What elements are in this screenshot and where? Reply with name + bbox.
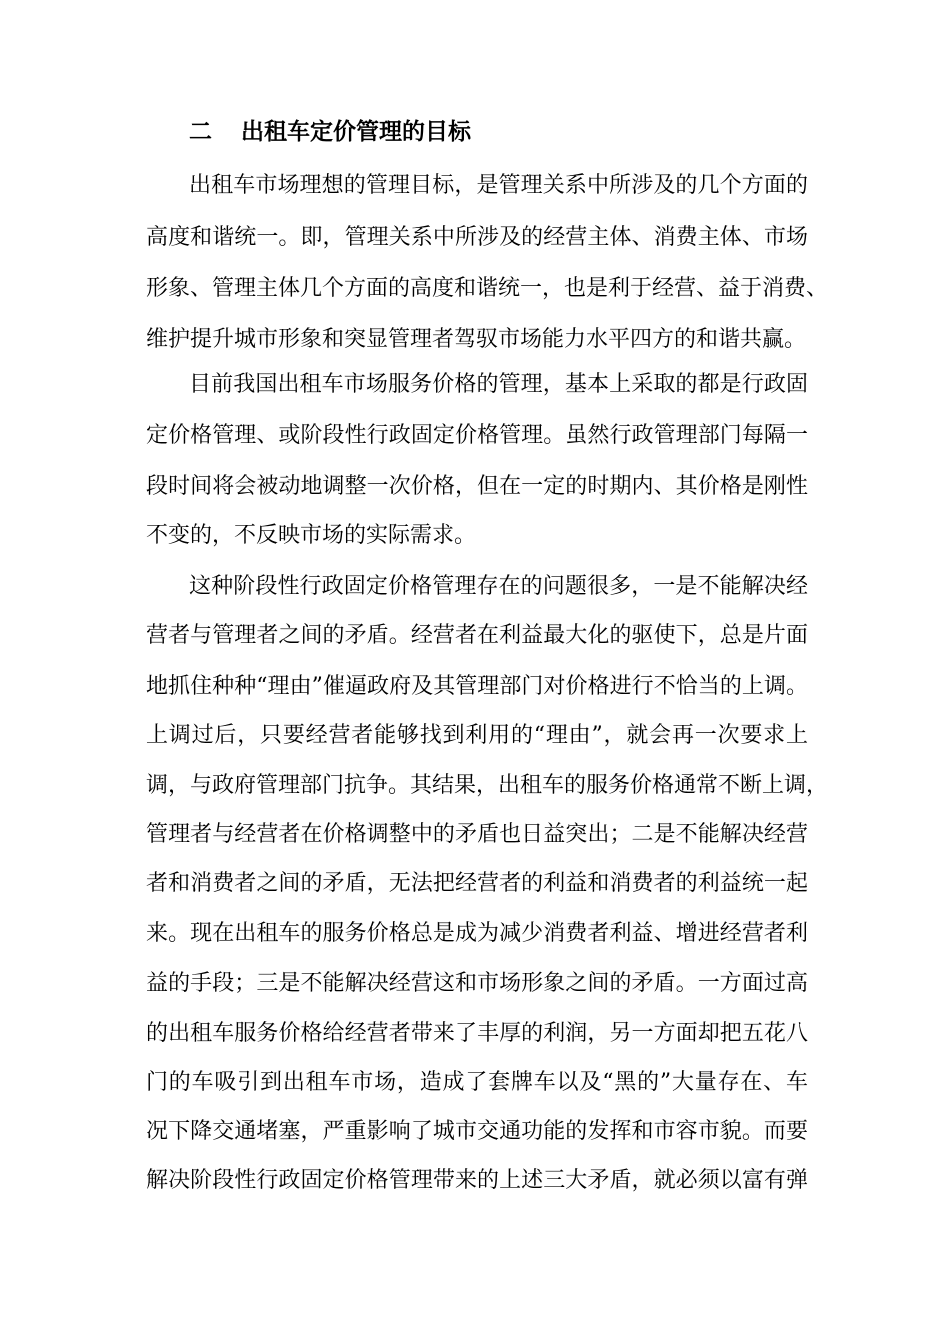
paragraph-3-line-12: 况下降交通堵塞，严重影响了城市交通功能的发挥和市容市貌。而要 xyxy=(146,1119,808,1144)
section-number: 二 xyxy=(189,119,212,145)
paragraph-3-line-11: 门的车吸引到出租车市场，造成了套牌车以及“黑的”大量存在、车 xyxy=(146,1070,808,1095)
paragraph-1-line-1: 出租车市场理想的管理目标，是管理关系中所涉及的几个方面的 xyxy=(189,173,808,198)
paragraph-3-line-5: 调，与政府管理部门抗争。其结果，出租车的服务价格通常不断上调， xyxy=(146,773,829,798)
paragraph-2-line-2: 定价格管理、或阶段性行政固定价格管理。虽然行政管理部门每隔一 xyxy=(146,423,808,448)
paragraph-3-line-6: 管理者与经营者在价格调整中的矛盾也日益突出；二是不能解决经营 xyxy=(146,822,808,847)
section-title: 出租车定价管理的目标 xyxy=(241,119,471,145)
paragraph-1-line-3: 形象、管理主体几个方面的高度和谐统一，也是利于经营、益于消费、 xyxy=(146,276,829,301)
paragraph-3-line-8: 来。现在出租车的服务价格总是成为减少消费者利益、增进经营者利 xyxy=(146,921,808,946)
paragraph-3-line-13: 解决阶段性行政固定价格管理带来的上述三大矛盾，就必须以富有弹 xyxy=(146,1168,808,1193)
paragraph-3-line-10: 的出租车服务价格给经营者带来了丰厚的利润，另一方面却把五花八 xyxy=(146,1021,808,1046)
paragraph-2-line-1: 目前我国出租车市场服务价格的管理，基本上采取的都是行政固 xyxy=(189,372,808,397)
paragraph-3-line-9: 益的手段；三是不能解决经营这和市场形象之间的矛盾。一方面过高 xyxy=(146,971,808,996)
section-heading xyxy=(189,112,471,152)
paragraph-2-line-4: 不变的，不反映市场的实际需求。 xyxy=(146,523,477,548)
paragraph-3-line-4: 上调过后，只要经营者能够找到利用的“理由”，就会再一次要求上 xyxy=(146,723,808,748)
paragraph-1-line-4: 维护提升城市形象和突显管理者驾驭市场能力水平四方的和谐共赢。 xyxy=(146,327,807,352)
paragraph-3-line-1: 这种阶段性行政固定价格管理存在的问题很多，一是不能解决经 xyxy=(189,574,808,599)
paragraph-1-line-2: 高度和谐统一。即，管理关系中所涉及的经营主体、消费主体、市场 xyxy=(146,225,808,250)
paragraph-3-line-3: 地抓住种种“理由”催逼政府及其管理部门对价格进行不恰当的上调。 xyxy=(146,674,808,699)
paragraph-3-line-2: 营者与管理者之间的矛盾。经营者在利益最大化的驱使下，总是片面 xyxy=(146,623,808,648)
paragraph-2-line-3: 段时间将会被动地调整一次价格，但在一定的时期内、其价格是刚性 xyxy=(146,474,808,499)
paragraph-3-line-7: 者和消费者之间的矛盾，无法把经营者的利益和消费者的利益统一起 xyxy=(146,871,808,896)
